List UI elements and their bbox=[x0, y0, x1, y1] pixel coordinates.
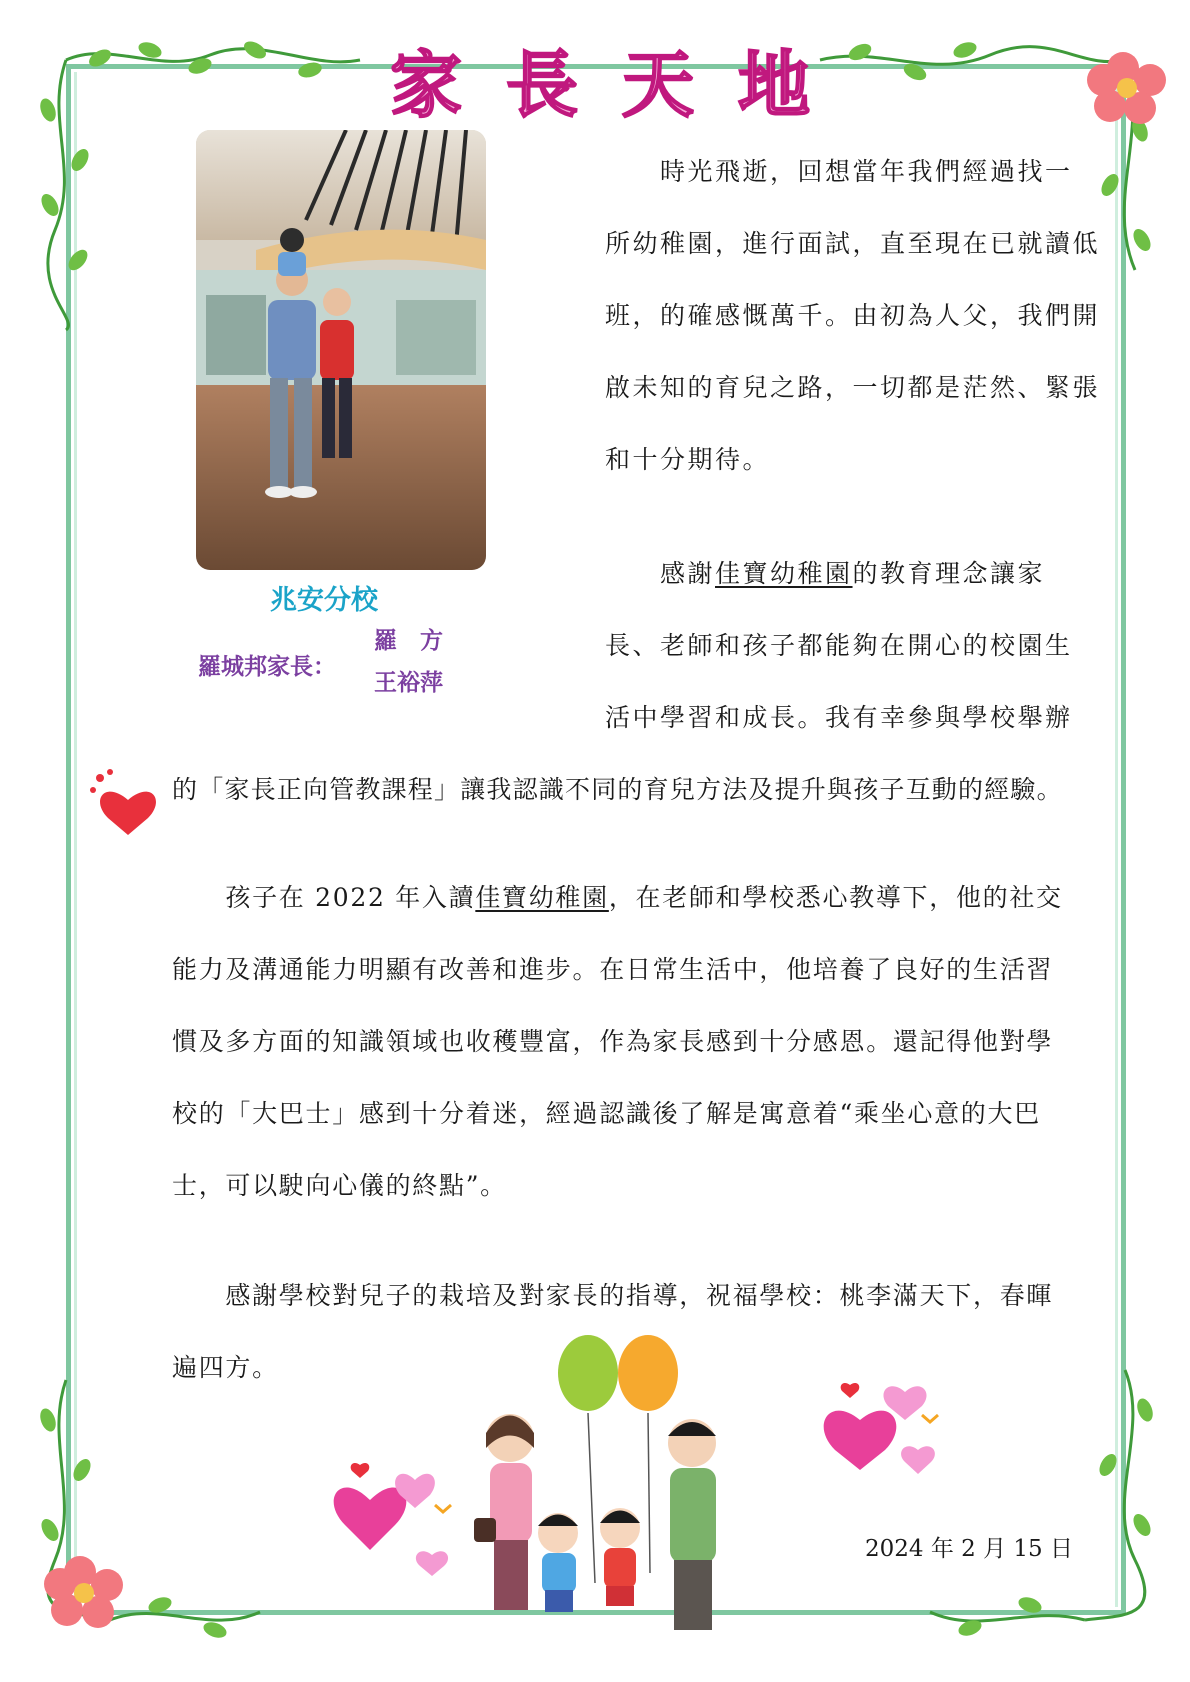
text-line: 啟未知的育兒之路，一切都是茫然、緊張 bbox=[605, 373, 1101, 402]
text-fragment: 的教育理念讓家 bbox=[852, 559, 1046, 588]
leaf bbox=[846, 41, 874, 64]
title-char: 長 bbox=[505, 42, 578, 127]
heart-icon-left bbox=[90, 769, 156, 835]
text-fragment: 孩子在 2022 年入讀 bbox=[172, 883, 476, 912]
leaf bbox=[297, 60, 324, 80]
text-line: 班，的確感慨萬千。由初為人父，我們開 bbox=[605, 301, 1101, 330]
school-name-underlined: 佳寶幼稚園 bbox=[715, 559, 853, 588]
parent-label: 羅城邦家長： bbox=[198, 653, 336, 680]
parent-name: 王裕萍 bbox=[374, 669, 443, 696]
leaf bbox=[37, 1406, 58, 1433]
vine-right-lower bbox=[1085, 1370, 1145, 1620]
leaf bbox=[1130, 226, 1154, 254]
text-line bbox=[605, 538, 1105, 610]
flower-top-right bbox=[1087, 52, 1166, 124]
leaf bbox=[1096, 1451, 1120, 1479]
text-fragment: ，在老師和學校悉心教導下，他的社交 bbox=[608, 883, 1063, 912]
leaf bbox=[86, 46, 114, 70]
leaf bbox=[201, 1619, 228, 1640]
leaf bbox=[38, 1516, 62, 1544]
text-line: 感謝學校對兒子的栽培及對家長的指導，祝福學校：桃李滿天下，春暉 bbox=[172, 1281, 1054, 1310]
text-line: 長、老師和孩子都能夠在開心的校園生 bbox=[605, 631, 1073, 660]
paragraph-3 bbox=[172, 862, 1112, 1222]
leaf bbox=[1016, 1594, 1043, 1615]
text-line: 校的「大巴士」感到十分着迷，經過認識後了解是寓意着“乘坐心意的大巴 bbox=[172, 1099, 1041, 1128]
letter-date: 2024 年 2 月 15 日 bbox=[865, 1536, 1073, 1562]
text-line: 所幼稚園，進行面試，直至現在已就讀低 bbox=[605, 229, 1101, 258]
vine-left-upper bbox=[48, 60, 69, 330]
vine-bottom-right bbox=[930, 1612, 1085, 1621]
paragraph-2 bbox=[605, 538, 1105, 754]
text-line: 士，可以駛向心儀的終點”。 bbox=[172, 1171, 507, 1200]
leaf bbox=[1134, 1396, 1155, 1423]
balloon-orange bbox=[618, 1335, 678, 1411]
leaf bbox=[241, 38, 269, 62]
paragraph-1 bbox=[605, 136, 1105, 496]
balloon-green bbox=[558, 1335, 618, 1411]
page-title bbox=[390, 34, 810, 127]
school-name-underlined: 佳寶幼稚園 bbox=[475, 883, 609, 912]
text-fragment: 感謝 bbox=[605, 559, 716, 588]
text-line: 時光飛逝，回想當年我們經過找一 bbox=[605, 157, 1073, 186]
text-line: 能力及溝通能力明顯有改善和進步。在日常生活中，他培養了良好的生活習 bbox=[172, 955, 1054, 984]
leaf bbox=[1130, 1511, 1154, 1539]
title-char: 天 bbox=[621, 42, 694, 127]
family-photo bbox=[196, 130, 486, 570]
text-line: 遍四方。 bbox=[172, 1353, 279, 1382]
text-line: 和十分期待。 bbox=[605, 445, 771, 474]
leaf bbox=[951, 39, 978, 60]
leaf bbox=[65, 246, 91, 273]
text-line: 活中學習和成長。我有幸參與學校舉辦 bbox=[605, 703, 1073, 732]
title-char: 家 bbox=[390, 42, 463, 127]
family-balloons-illustration bbox=[470, 1328, 770, 1638]
text-line: 慣及多方面的知識領域也收穫豐富，作為家長感到十分感恩。還記得他對學 bbox=[172, 1027, 1054, 1056]
parent-names bbox=[374, 620, 443, 704]
hearts-cluster-lower-left bbox=[334, 1463, 451, 1576]
leaf bbox=[38, 191, 62, 219]
leaf bbox=[37, 96, 58, 123]
flower-bottom-left bbox=[44, 1556, 123, 1628]
parent-name: 羅 方 bbox=[374, 627, 443, 654]
title-char: 地 bbox=[737, 42, 810, 127]
paragraph-2-full-line: 的「家長正向管教課程」讓我認識不同的育兒方法及提升與孩子互動的經驗。 bbox=[172, 775, 1063, 804]
school-caption: 兆安分校 bbox=[270, 585, 378, 616]
vine-bottom-left bbox=[110, 1612, 260, 1620]
text-line bbox=[172, 862, 1112, 934]
leaf bbox=[70, 1456, 94, 1484]
leaf bbox=[68, 146, 92, 174]
